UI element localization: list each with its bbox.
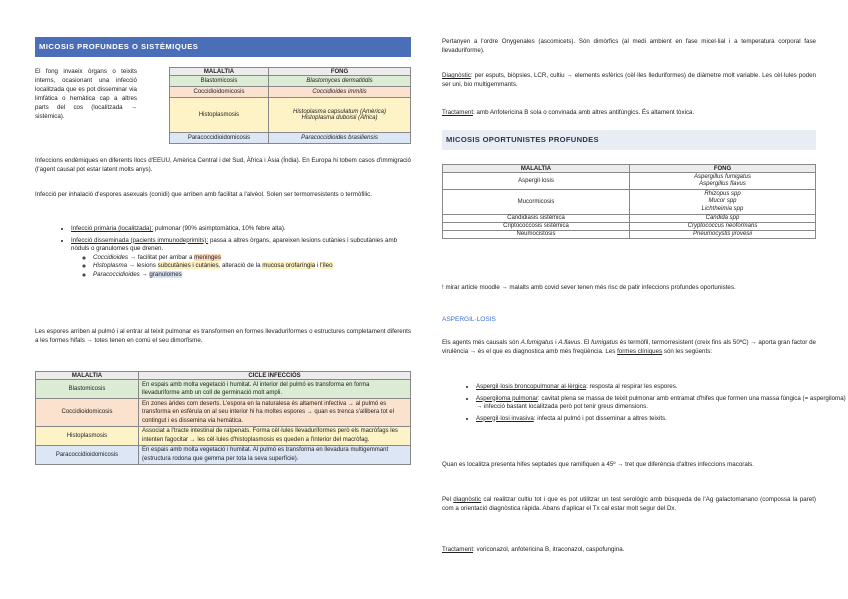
text: . El: [580, 339, 592, 346]
ileum-highlight: l'íleo: [320, 262, 333, 269]
primary-infection-text: pulmonar (90% asimptomàtica, 10% febre alta).: [153, 225, 286, 232]
table-row: [170, 98, 411, 133]
treatment-text: : voriconazol, anfotericina B, itraconazol, caspofungina.: [473, 546, 625, 553]
table3-fungi: Candida spp: [630, 214, 816, 222]
treatment-text: : amb Anfotericina B sola o convinada amb altres antifúngics. És altament tòxica.: [473, 109, 695, 116]
table3-fungi: Cryptococcus neoformans: [630, 222, 816, 230]
meninges-highlight: meninges: [194, 253, 221, 261]
species-name: A.fumigatus: [520, 339, 554, 346]
list-item: [476, 395, 848, 412]
text: → lesions: [127, 262, 158, 269]
table1-disease: Histoplasmosis: [170, 98, 269, 133]
list-item: [476, 383, 848, 392]
table-row: [170, 133, 411, 144]
mucosa-highlight: mucosa orofaríngia: [262, 262, 316, 269]
diagnosis-label: diagnòstic: [453, 496, 482, 503]
treatment-label: Tractament: [442, 109, 474, 116]
table1-disease: Paracoccidioidomicosis: [170, 133, 269, 144]
clinical-forms-label: formes clíniques: [617, 348, 663, 355]
table-row: [443, 230, 816, 238]
allergic-aspergillosis-label: Aspergil·losis broncopulmonar al·lèrgica: [476, 383, 587, 390]
table-row: [443, 222, 816, 230]
table3-fungi: [630, 173, 816, 190]
mycoses-fungi-table: [169, 67, 411, 144]
aspergillosis-intro: [442, 338, 816, 356]
list-item: [93, 262, 411, 271]
skin-lesions-highlight: subcutànies i cutànies: [157, 262, 219, 269]
text: , alteració de la: [218, 262, 263, 269]
granulomas-highlight: granulomes: [149, 270, 182, 278]
table3-disease: Candidiasis sistèmica: [443, 214, 630, 222]
table2-disease: Blastomicosis: [36, 380, 139, 399]
endemic-paragraph: Infeccions endèmiques en diferents llocs d'EEUU, Amèrica Central i del Sud, Àfrica i Àsia (Índia). En Europa hi tobem casos d'immigració (l'agent causal pot estar latent molts anys).: [35, 157, 411, 173]
hyphae-paragraph: Quan es localitza presenta hifes septades que ramifiquen a 45º → tret que diferència d'altres infeccions macorals.: [442, 461, 754, 468]
table1-disease: Coccidioidomicosis: [170, 87, 269, 98]
text: → facilitat per arribar a: [128, 253, 195, 261]
intro-paragraph: El fong invaeix òrgans o teixits interns, ocasionant una infecció localitzada que es pot disseminar via limfàtica o hemàtica cap a altres parts del cos (localitzada → sistèmica).: [35, 68, 137, 120]
table2-header-cycle: CICLE INFECCIÓS: [139, 372, 411, 380]
table1-fungus: Histoplasma capsulatum (Amèrica): [292, 109, 387, 115]
fungus-name: Rhizopus spp: [704, 190, 741, 197]
species-name: fumigatus: [591, 339, 618, 346]
table3-disease: Neumocistosis: [443, 230, 630, 238]
list-item: [476, 415, 848, 424]
table1-fungus-cell: [269, 98, 411, 133]
table3-disease: Mucormicosis: [443, 190, 630, 215]
table-row: [443, 173, 816, 190]
table1-fungus: Coccidioides immitis: [269, 87, 411, 98]
list-item: [71, 225, 411, 234]
covid-note: ! mirar article moodle → malalts amb covid sever tenen més risc de patir infeccions profundes oportunistes.: [442, 284, 736, 291]
text: Els agents més causals són: [442, 339, 521, 346]
table1-header-disease: MALALTIA: [170, 68, 269, 76]
table-row: [36, 445, 411, 464]
table3-fungi: Pneumocystis jirovesii: [630, 230, 816, 238]
section-title-deep-mycoses: MICOSIS PROFUNDES O SISTÈMIQUES: [35, 37, 411, 57]
onygenales-paragraph: Pertanyen a l'ordre Onygenales (ascomicets). Són dimòrfics (al medi ambient en fase micel·lial i a temperatura corporal fase llevaduriforme).: [442, 38, 816, 54]
text: Pel: [442, 496, 454, 503]
table-row: [36, 380, 411, 399]
table3-disease: Criptococcosis sistèmica: [443, 222, 630, 230]
species-name: A.flavus: [558, 339, 581, 346]
diagnosis-label: Diagnòstic: [442, 72, 471, 79]
table3-disease: Aspergil·losis: [443, 173, 630, 190]
table-row: [170, 76, 411, 87]
text: és termòfil, termorresistent (creix fins als 50ºC) → aporta gran factor de virulència → és el que es diagnostica amb més freqüència. Les: [442, 339, 816, 355]
disseminated-infection-text: passa a altres òrgans, apareixen lesions cutànies i subcutànies amb nòduls o granulomes que drenen.: [71, 236, 398, 252]
text: són les següents:: [662, 348, 713, 355]
fungus-name: Lichtheimia spp: [701, 205, 744, 212]
treatment-label: Tractament: [442, 546, 474, 553]
spores-paragraph: Les espores arriben al pulmó i al entrar al teixit pulmonar es transformen en formes llevaduriformes o estructures completament diferents a les formes hifals → totes tenen en comú el seu dimorfisme.: [35, 328, 411, 344]
paracoccidioides-name: Paracoccidioides: [93, 270, 140, 278]
aspergillosis-heading: ASPERGIL·LOSIS: [442, 316, 496, 323]
list-item: [93, 271, 411, 280]
diagnosis-aspergillosis-paragraph: [442, 495, 816, 513]
primary-infection-label: Infecció primària (localitzada):: [71, 225, 154, 232]
table2-disease: Coccidioidomicosis: [36, 399, 139, 427]
table2-cycle: En espais amb molta vegetació i humitat. Al pulmó es transforma en llevadura multigemmant (estructura rodona que gemma per tota la seva superfície).: [139, 445, 411, 464]
table2-cycle: Associat a l'tracte intestinal de ratpenats. Forma cèl·lules llevaduriformes però els macròfags les intenten fagocitar → les cèl·lules d'histoplasmosis es queden a l'interior del macròfag.: [139, 426, 411, 445]
diagnosis-paragraph: [442, 71, 816, 89]
table2-cycle: En zones àrides com deserts. L'espora en la naturalesa és altament infectiva → al pulmó es transforma en esfèrula on al seu interior hi ha moltes espores → quan es trenca s'allibera tot el contingut i es disseminа via hemàtica.: [139, 399, 411, 427]
table-row: [443, 190, 816, 215]
allergic-aspergillosis-text: : resposta al respirar les espores.: [586, 383, 678, 390]
inhalation-paragraph: Infecció per inhalació d'espores asexuals (conidi) que arriben amb facilitat a l'alvèol. Solen ser termorresistents o termòfilic.: [35, 191, 372, 198]
aspergilloma-label: Aspergiloma pulmonar: [476, 394, 538, 402]
clinical-forms-list: [442, 383, 848, 423]
section-title-opportunistic: MICOSIS OPORTUNISTES PROFUNDES: [442, 130, 816, 150]
table2-cycle: En espais amb molta vegetació i humitat. Al interior del pulmó es transforma en forma llevaduriforme amb un coll de germinació molt ampli.: [139, 380, 411, 399]
table3-fungi: [630, 190, 816, 215]
coccidioides-name: Coccidioides: [93, 253, 129, 261]
table1-fungus: Histoplasma duboisii (Àfrica): [301, 115, 378, 121]
table-row: [170, 87, 411, 98]
infectious-cycle-table: [35, 371, 411, 465]
table3-header-fungus: FONG: [630, 165, 816, 173]
histoplasma-name: Histoplasma: [93, 262, 128, 269]
text: i: [315, 262, 321, 269]
table3-header-disease: MALALTIA: [443, 165, 630, 173]
text: i: [553, 339, 559, 346]
opportunistic-fungi-table: [442, 164, 816, 239]
fungus-name: Aspergillus flavus: [699, 181, 746, 187]
table-row: [443, 214, 816, 222]
list-item: [93, 254, 411, 263]
aspergilloma-text: : cavitat plena se massa de teixit pulmonar amb entramat d'hifes que formen una massa fúngica (= aspergiloma) → infecció bastant localitzada però pot tenir greus dimensions.: [476, 394, 846, 410]
infection-types-list: [35, 225, 411, 279]
table2-disease: Paracoccidioidomicosis: [36, 445, 139, 464]
disseminated-infection-label: Infecció disseminada (pacients immunodeprimits):: [71, 236, 209, 244]
fungus-name: Mucor spp: [708, 198, 737, 204]
table-row: [36, 399, 411, 427]
diagnosis-text: : per esputs, biòpsies, LCR, cultiu → elements esfèrics (cèl·lles lleduriformes) de diàmetre molt variable. Les cèl·lules poden ser uni, bio multigemmants.: [442, 72, 816, 88]
treatment-paragraph: [442, 108, 816, 117]
list-item: [71, 237, 411, 254]
table-row: [36, 426, 411, 445]
table1-header-fungus: FONG: [269, 68, 411, 76]
treatment-aspergillosis-paragraph: [442, 545, 816, 554]
invasive-aspergillosis-label: Aspergil·losi invasiva: [476, 414, 534, 422]
fungus-name: Aspergillus fumigatus: [693, 173, 752, 180]
invasive-aspergillosis-text: : infecta al pulmó i pot disseminar a altres teixits.: [533, 414, 667, 422]
table1-disease: Blastomicosis: [170, 76, 269, 87]
table2-disease: Histoplasmosis: [36, 426, 139, 445]
text: →: [139, 270, 150, 278]
table2-header-disease: MALALTIA: [36, 372, 139, 380]
table1-fungus: Blastomyces dermatitidis: [269, 76, 411, 87]
table1-fungus: Paracoccidioides brasiliensis: [269, 133, 411, 144]
text: cal realitzar cultiu tot i que es pot utilitzar un test serològic amb búsqueda de l'Ag galactomanano (compossa la paret) com a orientació diagnòstica ràpida. Abans d'aplicar el Tx cal estar molt segur del Dx.: [442, 496, 816, 512]
